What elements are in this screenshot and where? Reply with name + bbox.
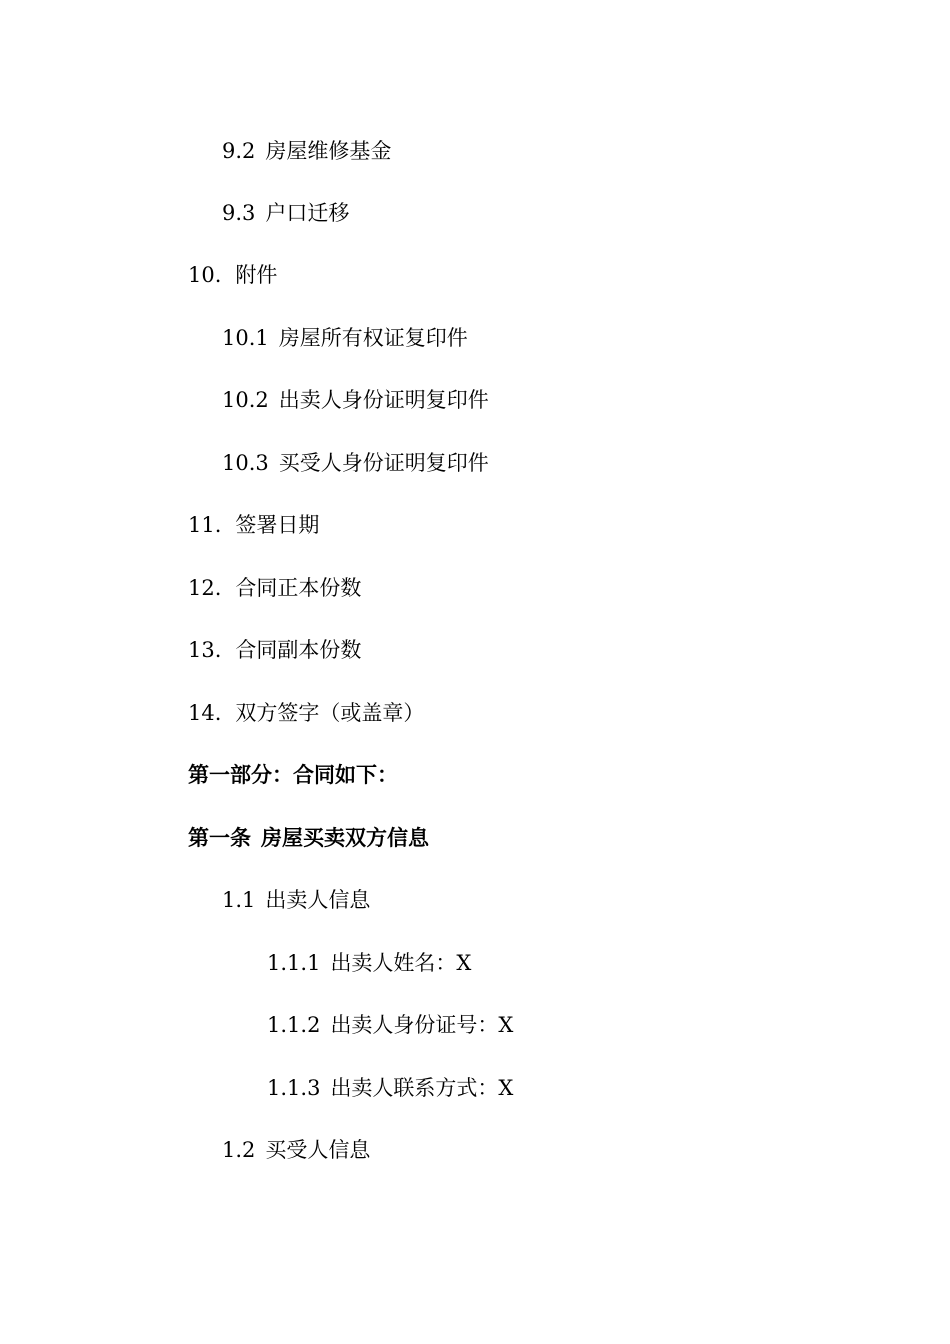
item-10-3: [222, 450, 489, 476]
item-1-1-3: [267, 1075, 513, 1101]
section-14: [188, 700, 424, 726]
article-number: 第一条: [188, 825, 251, 850]
item-1-1-2: [267, 1012, 513, 1038]
section-11: [188, 512, 319, 538]
item-number: 1.1: [222, 888, 256, 912]
item-9-2: [222, 138, 391, 164]
section-13: [188, 637, 361, 663]
article-one-heading: [188, 825, 429, 851]
part-one-heading: [188, 762, 398, 788]
item-text: 买受人身份证明复印件: [278, 451, 489, 475]
heading-text: 第一部分：合同如下：: [188, 762, 398, 787]
item-text: 房屋维修基金: [265, 139, 392, 163]
item-number: 1.1.3: [267, 1076, 321, 1100]
section-number: 10.: [188, 263, 222, 287]
item-number: 9.2: [222, 139, 256, 163]
item-number: 9.3: [222, 201, 256, 225]
section-number: 11.: [188, 513, 222, 537]
section-number: 12.: [188, 576, 222, 600]
item-text: 出卖人姓名：X: [330, 951, 472, 975]
item-1-1-1: [267, 950, 471, 976]
item-9-3: [222, 200, 349, 226]
item-number: 1.1.1: [267, 951, 321, 975]
item-number: 10.1: [222, 326, 269, 350]
section-title: 附件: [235, 263, 278, 287]
item-10-2: [222, 387, 489, 413]
section-10: [188, 262, 277, 288]
item-text: 出卖人信息: [265, 888, 371, 912]
item-1-2: [222, 1137, 370, 1163]
section-number: 14.: [188, 701, 222, 725]
item-text: 出卖人身份证号：X: [330, 1013, 514, 1037]
item-text: 出卖人联系方式：X: [330, 1076, 514, 1100]
article-title: 房屋买卖双方信息: [261, 825, 429, 850]
section-title: 合同副本份数: [235, 638, 362, 662]
item-10-1: [222, 325, 468, 351]
item-number: 10.2: [222, 388, 269, 412]
item-number: 1.1.2: [267, 1013, 321, 1037]
item-number: 1.2: [222, 1138, 256, 1162]
section-title: 合同正本份数: [235, 576, 362, 600]
item-1-1: [222, 887, 370, 913]
item-number: 10.3: [222, 451, 269, 475]
item-text: 房屋所有权证复印件: [278, 326, 468, 350]
item-text: 出卖人身份证明复印件: [278, 388, 489, 412]
section-number: 13.: [188, 638, 222, 662]
item-text: 户口迁移: [265, 201, 350, 225]
item-text: 买受人信息: [265, 1138, 371, 1162]
section-12: [188, 575, 361, 601]
section-title: 双方签字（或盖章）: [235, 701, 425, 725]
section-title: 签署日期: [235, 513, 320, 537]
